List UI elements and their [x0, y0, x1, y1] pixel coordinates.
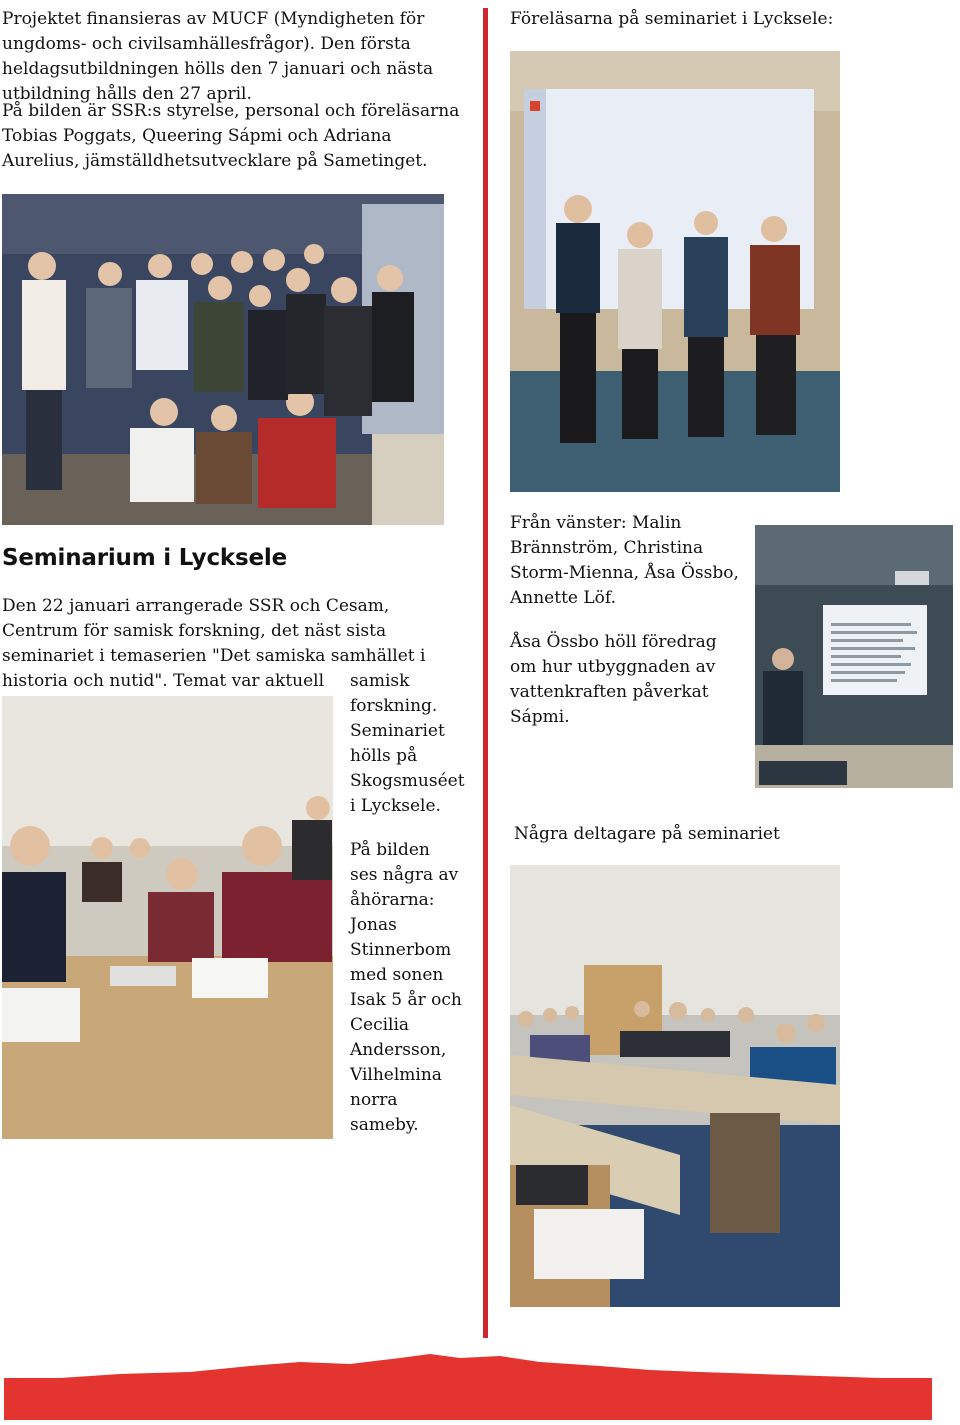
- intro-paragraph: Projektet finansieras av MUCF (Myndigheten för ungdoms- och civilsamhällesfrågor). Den första heldagsutbildningen hölls den 7 januari och nästa utbildning hålls den 27 april.: [2, 9, 434, 104]
- talk-caption: Åsa Össbo höll föredrag om hur utbyggnaden av vattenkraften påverkat Sápmi.: [510, 632, 717, 727]
- board-group-photo: [2, 194, 444, 525]
- audience-photo: [2, 696, 333, 1139]
- lecturers-photo: [510, 51, 840, 492]
- participants-photo: [510, 865, 840, 1307]
- board-caption: På bilden är SSR:s styrelse, personal och föreläsarna Tobias Poggats, Queering Sápmi och Adriana Aurelius, jämställdhetsutvecklare på Sametinget.: [2, 101, 460, 171]
- footer-band: [4, 1378, 932, 1420]
- section-paragraph: Den 22 januari arrangerade SSR och Cesam, Centrum för samisk forskning, det näst sista seminariet i temaserien "Det samiska samhället i historia och nutid". Temat var aktuell: [2, 596, 426, 691]
- talk-photo: [755, 525, 953, 788]
- section-paragraph-wrap: samisk forskning. Seminariet hölls på Skogsmuséet i Lycksele.: [350, 671, 465, 816]
- lecturers-caption: Från vänster: Malin Brännström, Christina Storm-Mienna, Åsa Össbo, Annette Löf.: [510, 513, 739, 608]
- section-title: Seminarium i Lycksele: [2, 545, 287, 571]
- lecturers-heading: Föreläsarna på seminariet i Lycksele:: [510, 9, 834, 29]
- column-divider: [483, 8, 488, 1338]
- participants-heading: Några deltagare på seminariet: [514, 824, 780, 844]
- audience-caption: På bilden ses några av åhörarna: Jonas Stinnerbom med sonen Isak 5 år och Cecilia Andersson, Vilhelmina norra sameby.: [350, 840, 462, 1135]
